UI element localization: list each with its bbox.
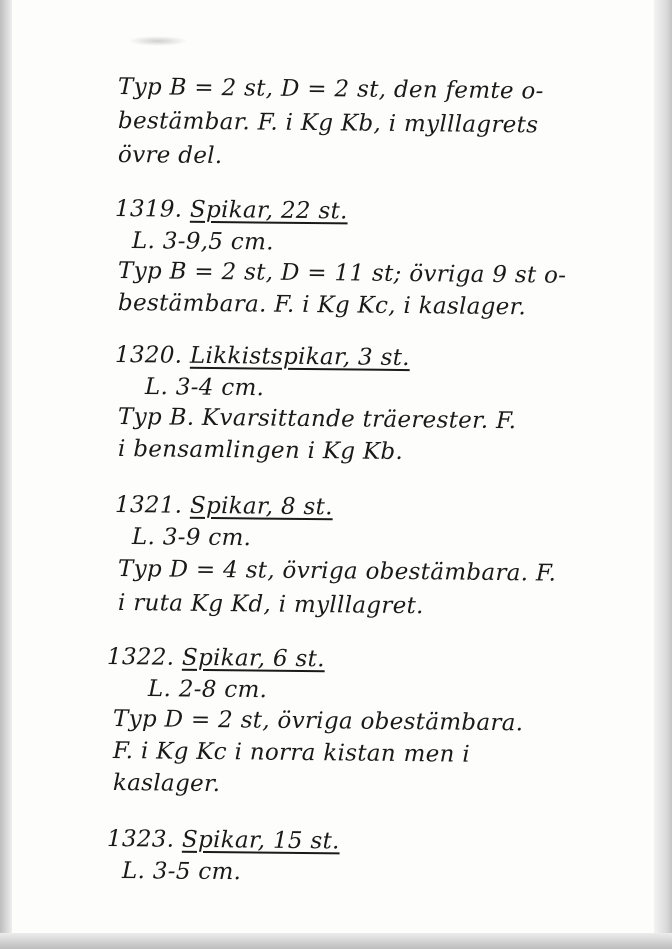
text-line: i bensamlingen i Kg Kb.: [117, 436, 404, 465]
entry-number: 1323.: [106, 826, 175, 853]
entry-heading-1320: [115, 342, 410, 371]
text-line: F. i Kg Kc i norra kistan men i: [112, 738, 471, 768]
entry-heading-1323: [107, 826, 340, 854]
page-edge-bottom: [0, 933, 672, 949]
text-line: övre del.: [117, 142, 223, 170]
entry-title: Spikar, 6 st.: [181, 644, 325, 673]
binding-shadow: [0, 0, 12, 949]
text-line: bestämbar. F. i Kg Kb, i mylllagrets: [117, 108, 539, 139]
text-line: Typ D = 4 st, övriga obestämbara. F.: [117, 556, 557, 587]
ink-smudge: [128, 36, 188, 46]
text-line: Typ B = 2 st, D = 11 st; övriga 9 st o-: [117, 258, 567, 289]
text-line: L. 3-9,5 cm.: [131, 228, 274, 256]
entry-number: 1322.: [106, 644, 175, 671]
page-edge-right: [654, 0, 672, 949]
entry-number: 1320.: [114, 342, 183, 369]
text-line: L. 3-5 cm.: [121, 858, 242, 886]
text-line: L. 3-9 cm.: [131, 524, 252, 552]
entry-heading-1322: [107, 644, 325, 672]
entry-number: 1319.: [114, 196, 183, 223]
entry-title: Spikar, 22 st.: [189, 196, 348, 225]
entry-heading-1321: [115, 492, 333, 520]
entry-title: Spikar, 15 st.: [181, 826, 340, 855]
text-line: kaslager.: [112, 770, 221, 798]
entry-title: Spikar, 8 st.: [189, 492, 333, 521]
text-line: Typ D = 2 st, övriga obestämbara.: [112, 706, 524, 737]
text-line: Typ B = 2 st, D = 2 st, den femte o-: [117, 74, 544, 105]
text-line: L. 2-8 cm.: [147, 676, 268, 704]
entry-heading-1319: [115, 196, 348, 224]
text-line: bestämbara. F. i Kg Kc, i kaslager.: [117, 290, 527, 321]
text-line: i ruta Kg Kd, i mylllagret.: [117, 590, 424, 620]
text-line: Typ B. Kvarsittande träerester. F.: [117, 404, 517, 435]
entry-title: Likkistspikar, 3 st.: [189, 342, 410, 372]
entry-number: 1321.: [114, 492, 183, 519]
text-line: L. 3-4 cm.: [144, 374, 265, 402]
